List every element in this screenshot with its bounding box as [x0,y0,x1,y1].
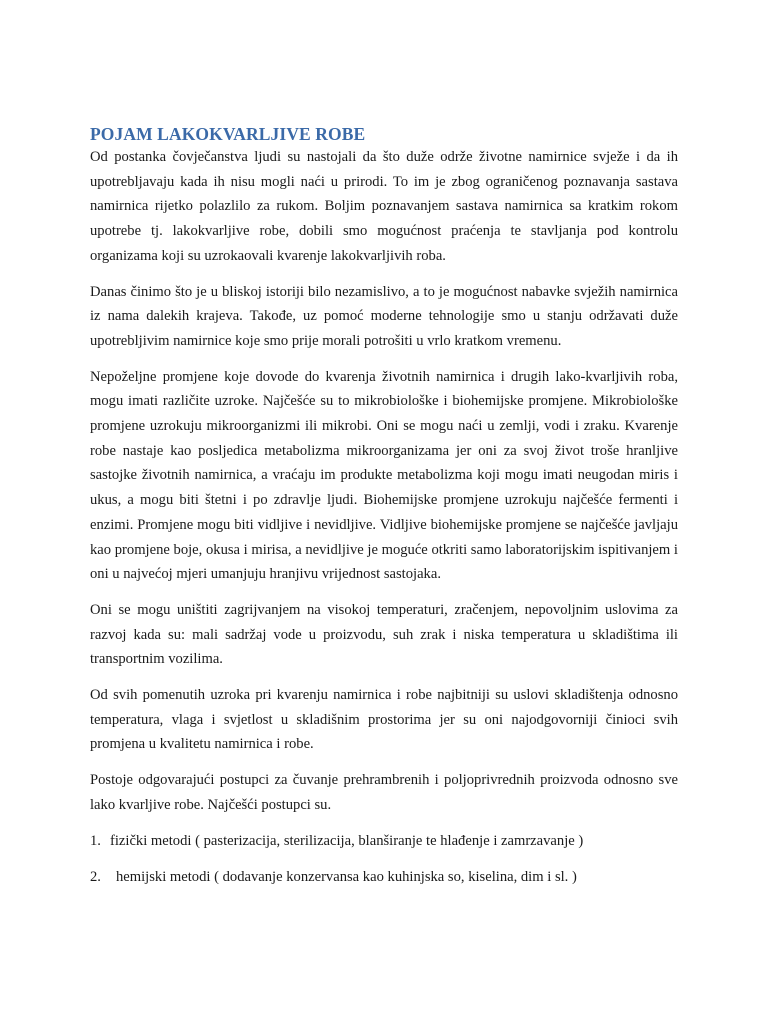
paragraph-intro: Od postanka čovječanstva ljudi su nastojali da što duže održe životne namirnice svježe i da ih upotrebljavaju kada ih nisu mogli naći u prirodi. To im je zbog ograničenog poznavanja sastava namirnica rijetko polazlilo za rukom. Boljim poznavanjem sastava namirnica sa kratkim rokom upotrebe tj. lakokvarljive robe, dobili smo mogućnost praćenja te stavljanja pod kontrolu organizama koji su uzrokaovali kvarenje lakokvarljivih roba. [90,149,678,264]
document-heading: POJAM LAKOKVARLJIVE ROBE [90,124,366,144]
list-item-number: 2. [90,869,101,886]
list-item [90,829,678,854]
list-item [90,865,678,890]
list-item-text: hemijski metodi ( dodavanje konzervansa kao kuhinjska so, kiselina, dim i sl. ) [116,869,577,886]
document-body [90,122,678,902]
paragraph-procedures: Postoje odgovarajući postupci za čuvanje prehrambrenih i poljoprivrednih proizvoda odnosno sve lako kvarljive robe. Najčešći postupci su. [90,772,678,813]
paragraph-storage: Od svih pomenutih uzroka pri kvarenju namirnica i robe najbitniji su uslovi skladištenja odnosno temperatura, vlaga i svjetlost u skladišnim prostorima jer su oni najodgovorniji činioci svih promjena u kvalitetu namirnica i robe. [90,687,678,753]
paragraph-causes: Nepoželjne promjene koje dovode do kvarenja životnih namirnica i drugih lako-kvarljivih roba, mogu imati različite uzroke. Najčešće su to mikrobiološke i biohemijske promjene. Mikrobiološke promjene uzrokuju mikroorganizmi ili mikrobi. Oni se mogu naći u zemlji, vodi i zraku. Kvarenje robe nastaje kao posljedica metabolizma mikroorganizama jer oni za svoj život troše hranljive sastojke životnih namirnica, a vraćaju im produkte metabolizma koji mogu imati neugodan miris i ukus, a mogu biti štetni i po zdravlje ljudi. Biohemijske promjene uzrokuju najčešće fermenti i enzimi. Promjene mogu biti vidljive i nevidljive. Vidljive biohemijske promjene se najčešće javljaju kao promjene boje, okusa i mirisa, a nevidljive je moguće otkriti samo laboratorijskim ispitivanjem i oni u najvećoj mjeri umanjuju hranjivu vrijednost sastojaka. [90,368,678,583]
list-item-text: fizički metodi ( pasterizacija, sterilizacija, blanširanje te hlađenje i zamrzavanje ) [110,832,584,849]
list-item-number: 1. [90,832,101,849]
paragraph-destruction: Oni se mogu uništiti zagrijvanjem na visokoj temperaturi, zračenjem, nepovoljnim uslovima za razvoj kada su: mali sadržaj vode u proizvodu, suh zrak i niska temperatura u skladištima ili transportnim vozilima. [90,601,678,668]
paragraph-today: Danas činimo što je u bliskoj istoriji bilo nezamislivo, a to je mogućnost nabavke svježih namirnica iz nama dalekih krajeva. Takođe, uz pomoć moderne tehnologije smo u stanju održavati duže upotrebljivim namirnice koje smo prije morali potrošiti u vrlo kratkom vremenu. [90,283,678,349]
